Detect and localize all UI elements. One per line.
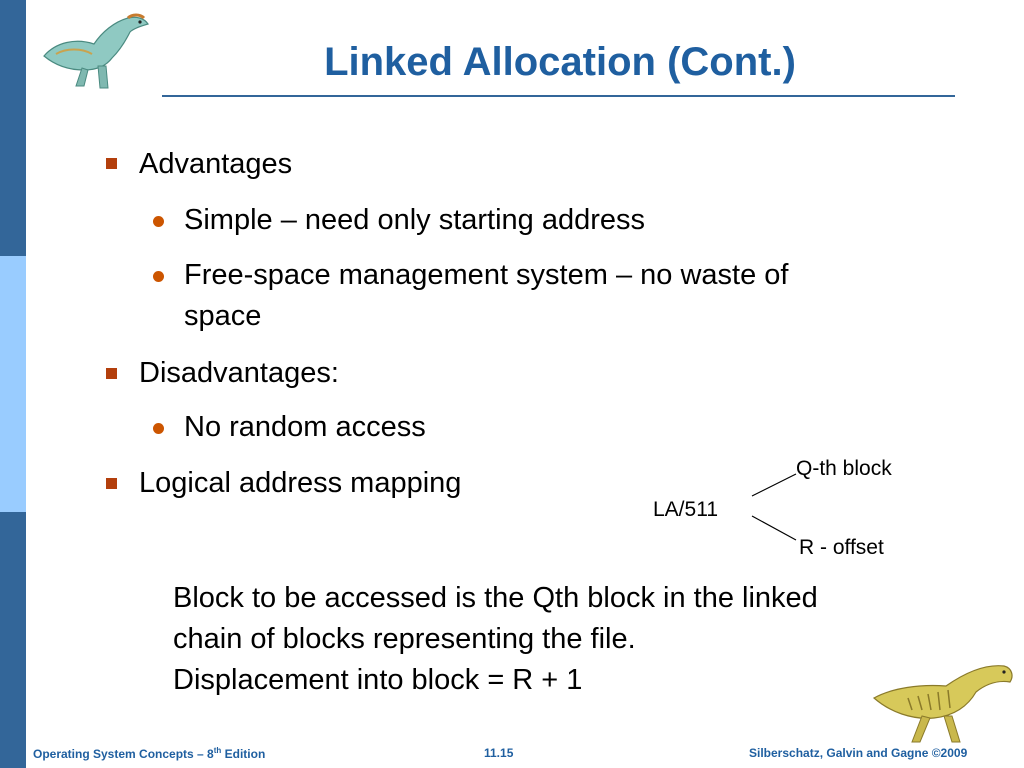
bullet-square-icon [106, 368, 117, 379]
dinosaur-logo-icon [36, 8, 158, 94]
sub-bullet-free-space: Free-space management system – no waste of [184, 259, 789, 291]
bullet-advantages: Advantages [139, 148, 293, 180]
diagram-q-label: Q-th block [796, 457, 892, 480]
bullet-square-icon [106, 158, 117, 169]
footer-book-title [33, 746, 265, 761]
footer-authors: Silberschatz, Galvin and Gagne ©2009 [749, 746, 968, 760]
explanation-line: Block to be accessed is the Qth block in the linked [173, 582, 818, 614]
q-connector-line [752, 474, 796, 496]
footer-book-title-sup: th [213, 746, 222, 755]
dinosaur-skeleton-icon [868, 658, 1018, 748]
bullet-dot-icon [153, 423, 164, 434]
bullet-disadvantages: Disadvantages: [139, 357, 339, 389]
diagram-r-label: R - offset [799, 536, 884, 559]
slide-title: Linked Allocation (Cont.) [324, 40, 796, 84]
sub-bullet-no-random: No random access [184, 411, 426, 443]
sidebar-segment-middle [0, 256, 26, 512]
bullet-dot-icon [153, 216, 164, 227]
footer-book-title-main: Operating System Concepts – 8 [33, 747, 214, 761]
explanation-text [173, 578, 818, 701]
bullet-dot-icon [153, 271, 164, 282]
bullet-logical-address: Logical address mapping [139, 467, 462, 499]
sidebar-segment-bottom [0, 512, 26, 768]
sub-bullet-free-space-cont: space [184, 300, 262, 332]
footer-page-number: 11.15 [484, 746, 514, 760]
sub-bullet-simple: Simple – need only starting address [184, 204, 646, 236]
r-connector-line [752, 516, 796, 540]
title-divider [162, 95, 955, 97]
diagram-lines [740, 470, 810, 550]
sidebar-segment-top [0, 0, 26, 256]
explanation-line: chain of blocks representing the file. [173, 623, 636, 655]
explanation-line: Displacement into block = R + 1 [173, 664, 583, 696]
bullet-square-icon [106, 478, 117, 489]
sidebar-bar [0, 0, 26, 768]
footer-book-title-suffix: Edition [221, 747, 266, 761]
diagram-la-label: LA/511 [653, 498, 718, 521]
